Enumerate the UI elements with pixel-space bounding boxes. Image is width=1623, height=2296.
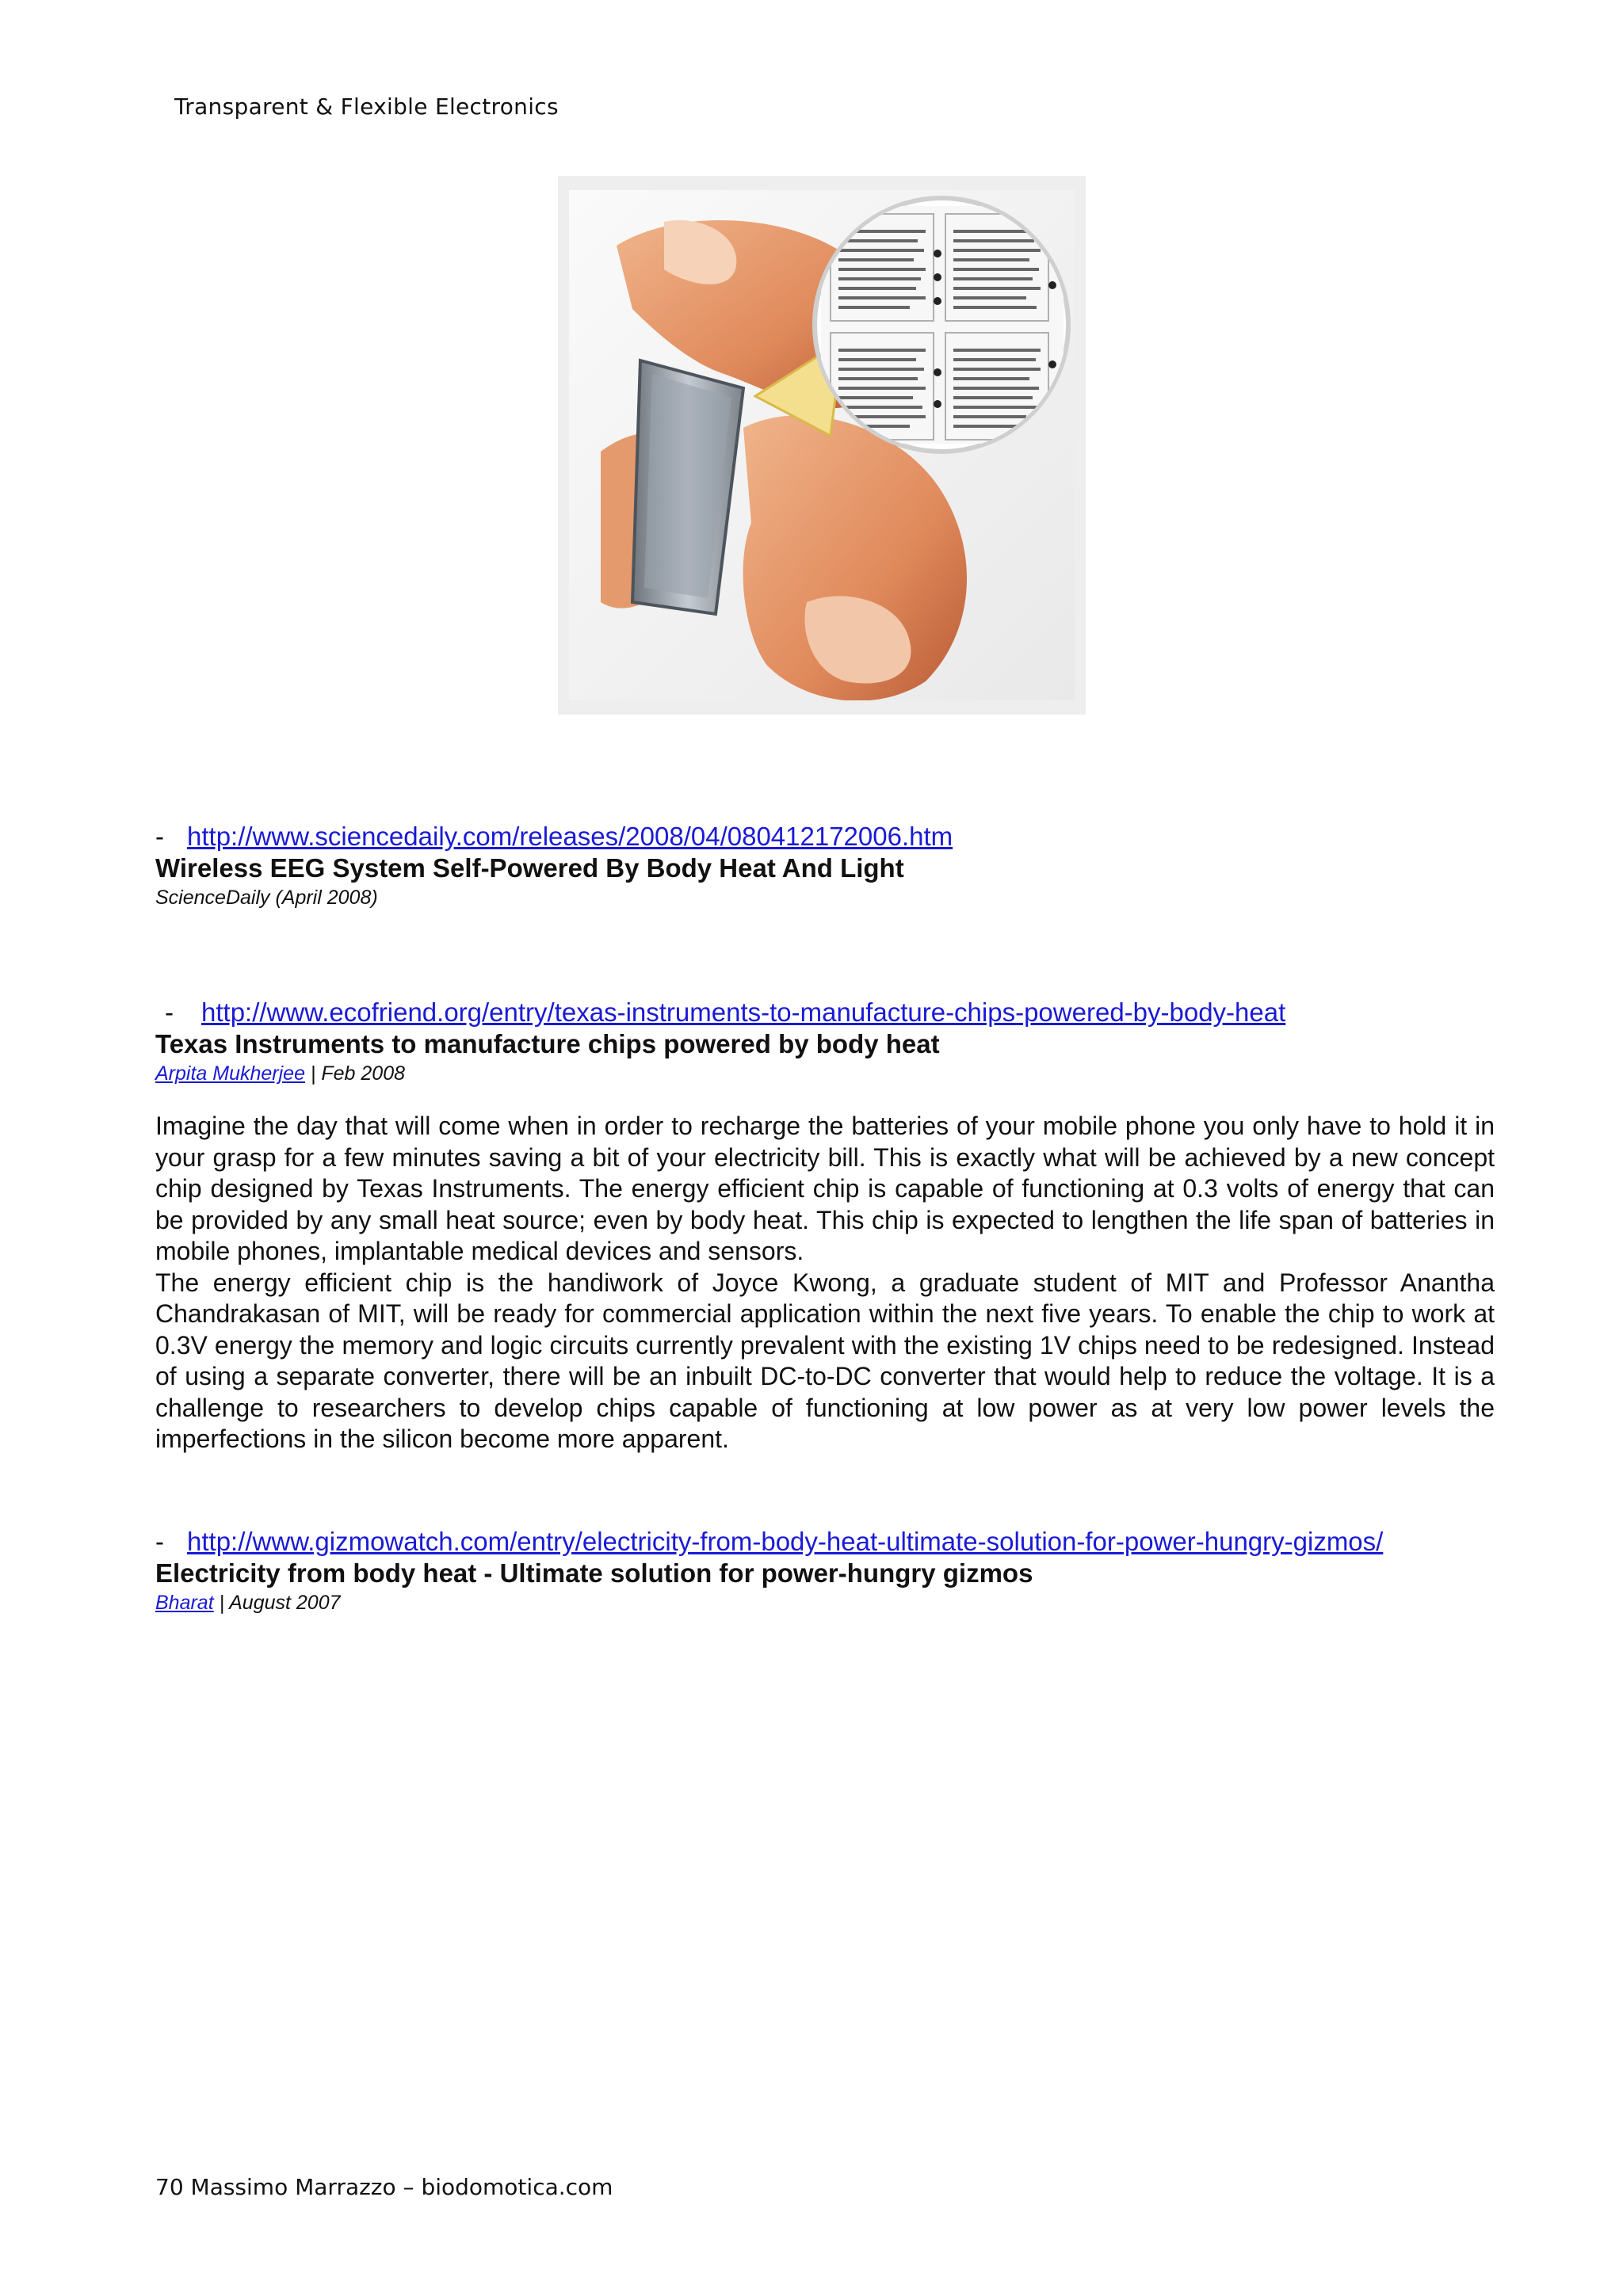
running-header: Transparent & Flexible Electronics: [174, 93, 559, 120]
bullet-dash: -: [155, 1527, 164, 1556]
bullet-dash: -: [165, 997, 174, 1027]
article-paragraph: The energy efficient chip is the handiwork of Joyce Kwong, a graduate student of MIT and Professor Anantha Chandrakasan of MIT, will be ready for commercial application within the next five years. To enable the chip to work at 0.3V energy the memory and logic circuits currently prevalent with the existing 1V chips need to be redesigned. Instead of using a separate converter, there will be an inbuilt DC-to-DC converter that would help to reduce the voltage. It is a challenge to researchers to develop chips capable of functioning at low power as at very low power levels the imperfections in the silicon become more apparent.: [155, 1268, 1495, 1453]
reference-date: | August 2007: [213, 1592, 341, 1614]
reference-date: | Feb 2008: [304, 1062, 406, 1085]
reference-entry-3: [155, 1526, 1495, 1616]
reference-title: Texas Instruments to manufacture chips powered by body heat: [155, 1029, 940, 1058]
reference-title: Wireless EEG System Self-Powered By Body Heat And Light: [155, 853, 904, 883]
chip-photo-illustration: [569, 190, 1075, 700]
reference-entry-1: [155, 821, 1495, 911]
article-paragraph: Imagine the day that will come when in order to recharge the batteries of your mobile phone you only have to hold it in your grasp for a few minutes saving a bit of your electricity bill. This is exactly what will be achieved by a new concept chip designed by Texas Instruments. The energy efficient chip is capable of functioning at 0.3 volts of energy that can be provided by any small heat source; even by body heat. This chip is expected to lengthen the life span of batteries in mobile phones, implantable medical devices and sensors.: [155, 1112, 1495, 1265]
reference-title: Electricity from body heat - Ultimate solution for power-hungry gizmos: [155, 1558, 1033, 1588]
reference-source: ScienceDaily (April 2008): [155, 887, 378, 909]
reference-byline: [155, 1060, 1495, 1087]
reference-url-link[interactable]: http://www.sciencedaily.com/releases/2008/04/080412172006.htm: [187, 822, 953, 851]
reference-url-link[interactable]: http://www.ecofriend.org/entry/texas-instruments-to-manufacture-chips-powered-by-body-heat: [201, 997, 1286, 1027]
reference-byline: [155, 1589, 1495, 1616]
page-footer: 70 Massimo Marrazzo – biodomotica.com: [155, 2174, 613, 2200]
article-body: [155, 1111, 1495, 1455]
bullet-dash: -: [155, 822, 164, 851]
author-link[interactable]: Bharat: [155, 1592, 214, 1614]
reference-link-line: [155, 821, 1495, 852]
reference-entry-2: [155, 997, 1495, 1455]
reference-link-line: [155, 1526, 1495, 1558]
author-link[interactable]: Arpita Mukherjee: [155, 1062, 305, 1085]
reference-link-line: [155, 997, 1495, 1028]
reference-url-link[interactable]: http://www.gizmowatch.com/entry/electricity-from-body-heat-ultimate-solution-for-power-hungry-gizmos/: [187, 1527, 1384, 1556]
chip-photo: [558, 176, 1086, 715]
